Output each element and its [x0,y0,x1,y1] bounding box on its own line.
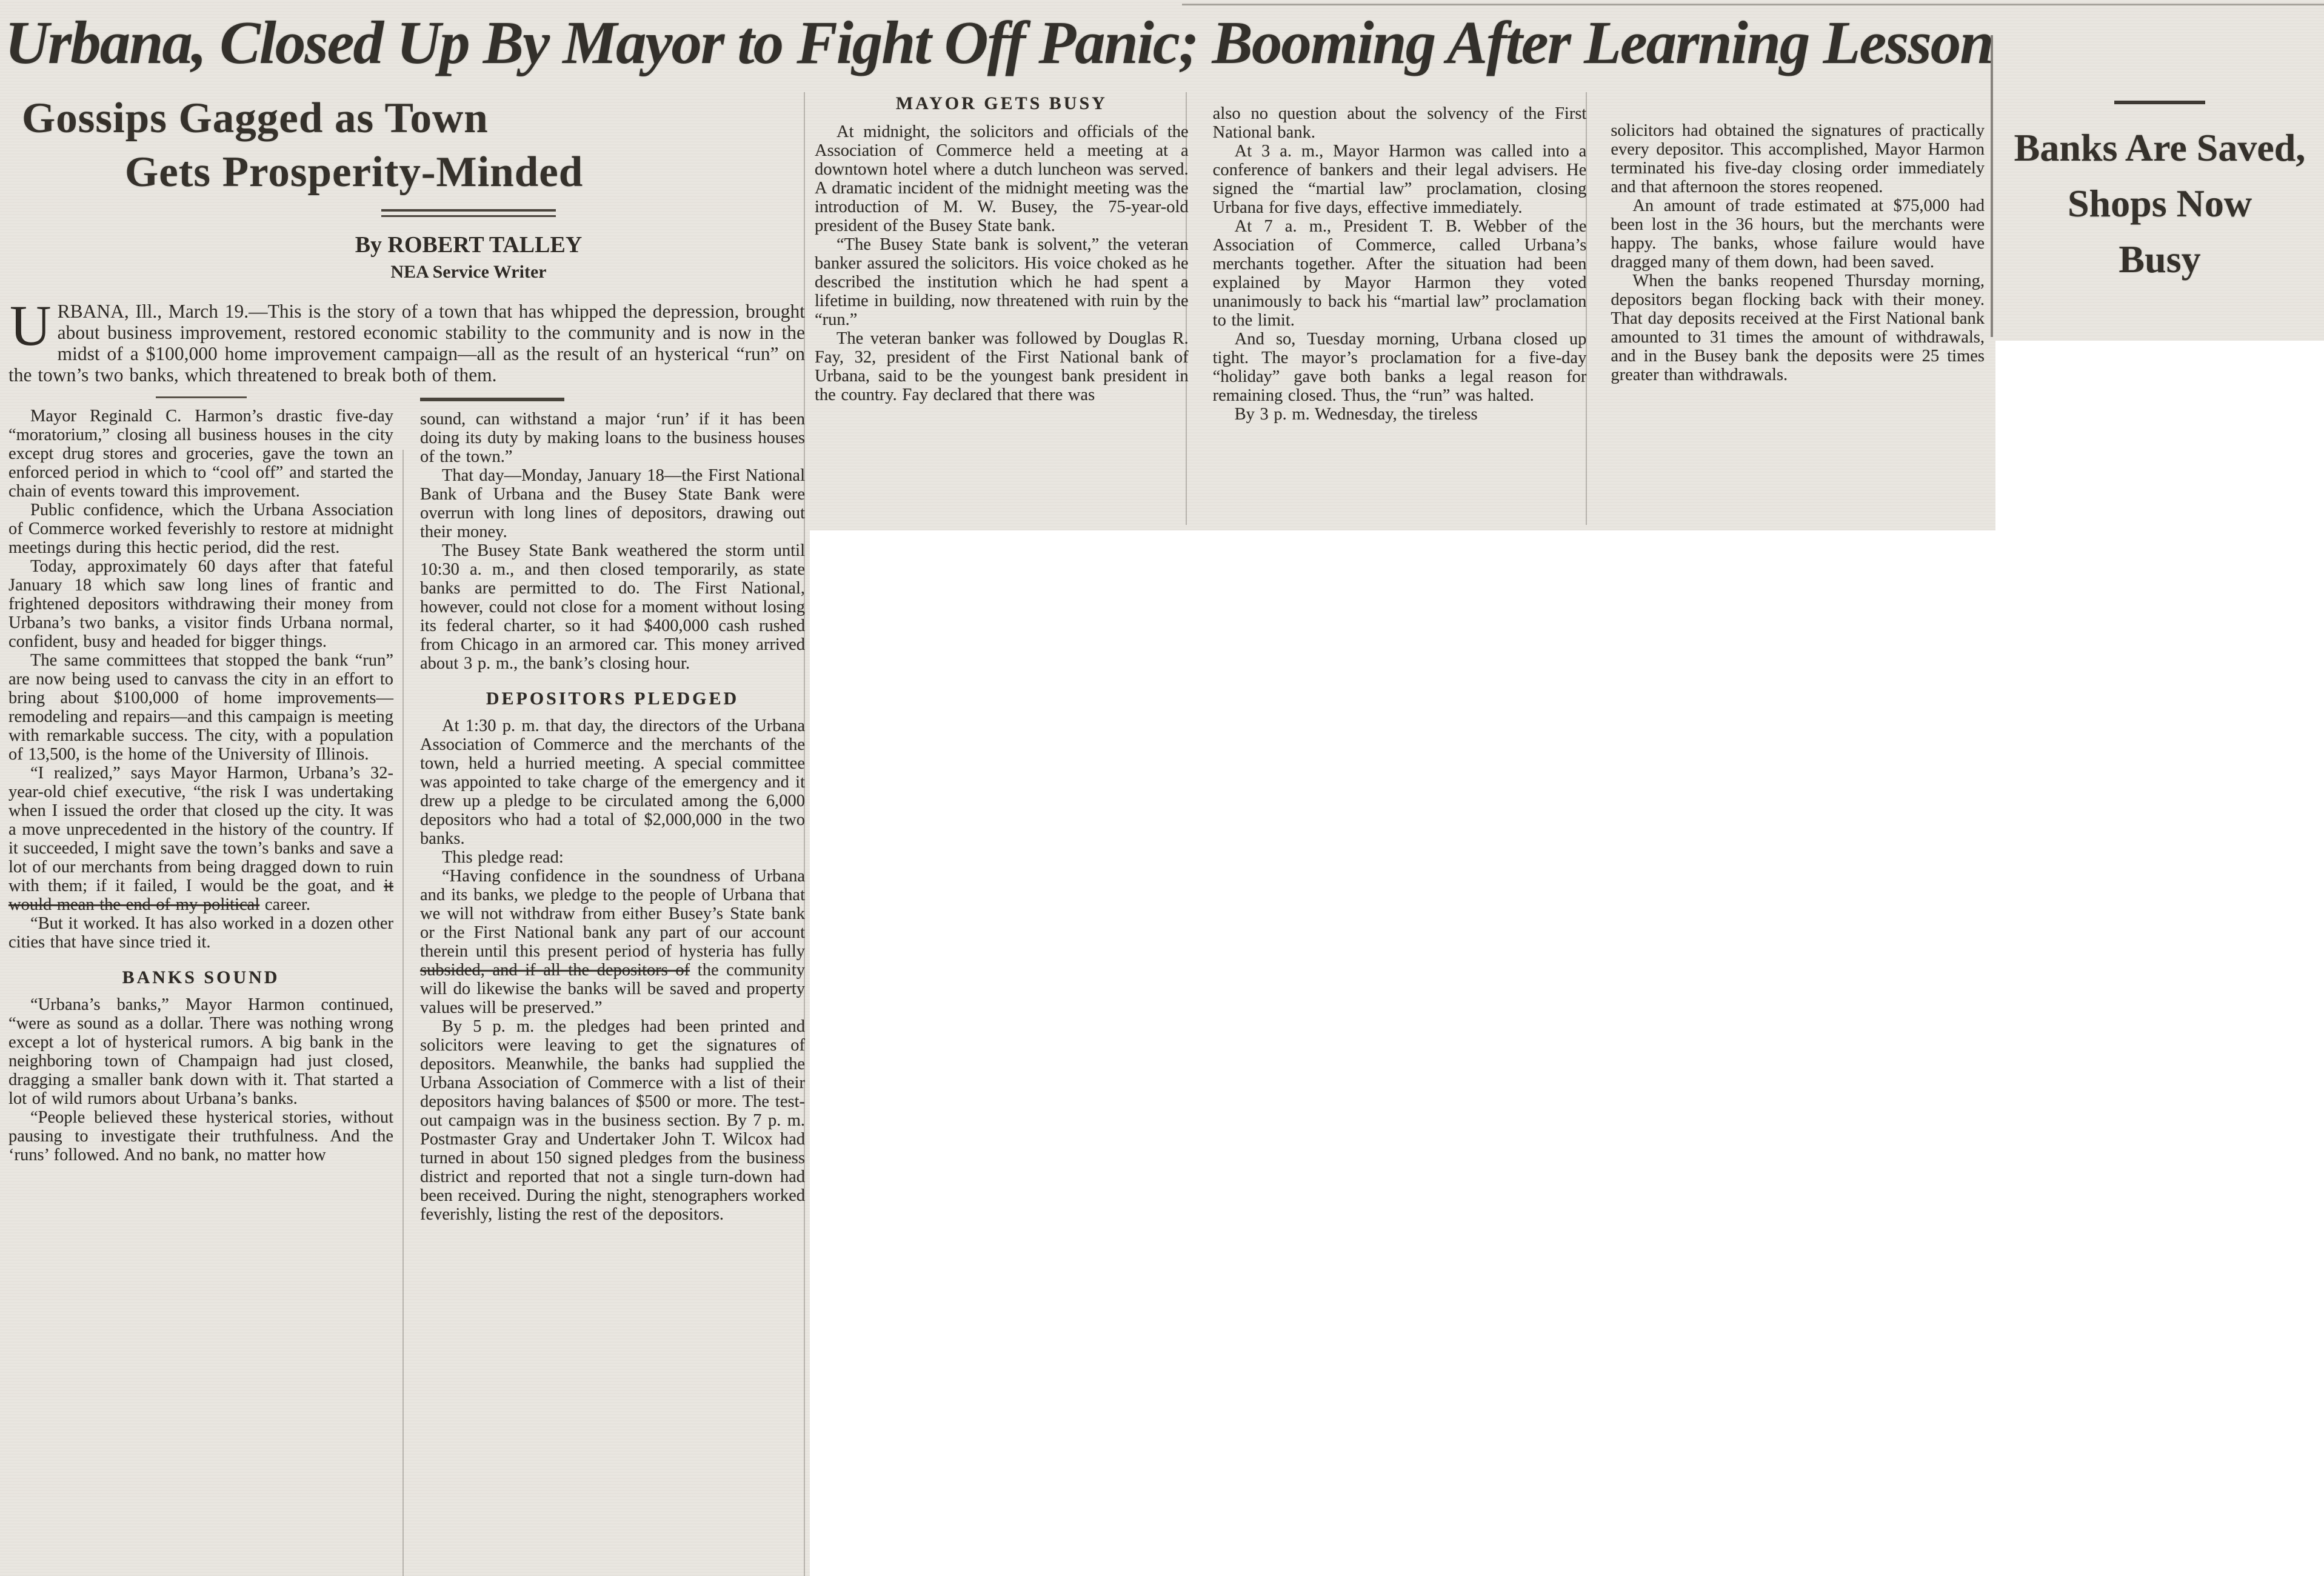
paragraph: “The Busey State bank is solvent,” the veteran banker assured the solicitors. His voice choked as he described the institution which he had spent a lifetime in building, now threatened with ruin by the “run.” [815,235,1189,329]
right-feature-block [1998,101,2322,287]
deck-headline-line2: Gets Prosperity-Minded [125,148,584,196]
right-headline-line3: Busy [2119,238,2201,281]
paragraph: sound, can withstand a major ‘run’ if it has been doing its duty by making loans to the business houses of the town.” [420,410,805,467]
paragraph: At 1:30 p. m. that day, the directors of the Urbana Association of Commerce and the merchants of the town, held a hurried meeting. A special committee was appointed to take charge of the emergency and it drew up a pledge to be circulated among the 6,000 depositors who had a total of $2,000,000 in the two banks. [420,716,805,849]
deck-divider-rule [381,209,556,217]
paragraph: solicitors had obtained the signatures of practically every depositor. This accomplished, Mayor Harmon terminated his five-day closing order immediately and that afternoon the stores reopened. [1611,121,1985,196]
column-4 [1213,92,1587,424]
column-1-top-rule [156,396,247,398]
pledge-text: “Having confidence in the soundness of Urbana and its banks, we pledge to the people of Urbana that we will not withdraw from either Busey’s State bank or the First National bank any part of our account therein until this present period of hysteria has fully [420,867,805,961]
paragraph: “Urbana’s banks,” Mayor Harmon continued, “were as sound as a dollar. There was nothing wrong except a lot of hysterical rumors. A big bank in the neighboring town of Champaign had just closed, dragging a smaller bank down with it. That started a lot of wild rumors about Urbana’s banks. [8,995,393,1109]
section-subhead-mayor-gets-busy: MAYOR GETS BUSY [895,93,1107,113]
struck-text: subsided, and if all the depositors of [420,961,690,980]
paragraph-mayor-quote [8,764,393,914]
paragraph: “People believed these hysterical stories, without pausing to investigate their truthfulness. And the ‘runs’ followed. And no bank, no matter how [8,1108,393,1165]
deck-footer [70,209,867,282]
lead-text: RBANA, Ill., March 19.—This is the story of a town that has whipped the depression, brought about business improvement, restored economic stability to the community and is now in the midst of a $100,000 home improvement campaign—all as the result of an hysterical “run” on the town’s two banks, which threatened to break both of them. [8,301,805,386]
main-headline: Urbana, Closed Up By Mayor to Fight Off Panic; Booming After Learning Lesson [5,8,1993,76]
paragraph: “But it worked. It has also worked in a dozen other cities that have since tried it. [8,914,393,952]
paragraph: The Busey State Bank weathered the storm until 10:30 a. m., and then closed temporarily, as state banks are permitted to do. The First National, however, could not close for a moment without losing its federal charter, so it had $400,000 cash rushed from Chicago in an armored car. This money arrived about 3 p. m., the bank’s closing hour. [420,541,805,673]
column-2 [420,396,805,1224]
scan-white-area [1995,341,2324,530]
left-feature-block [8,96,805,1224]
paragraph: That day—Monday, January 18—the First National Bank of Urbana and the Busey State Bank were overrun with long lines of depositors, drawing out their money. [420,466,805,542]
paragraph: An amount of trade estimated at $75,000 had been lost in the 36 hours, but the merchants were happy. The banks, whose failure would have dragged many of them down, had been saved. [1611,196,1985,272]
paragraph: The veteran banker was followed by Douglas R. Fay, 32, president of the First National bank of Urbana, said to be the youngest bank president in the country. Fay declared that there was [815,329,1189,404]
middle-columns-block [815,92,1985,424]
paragraph-pledge [420,867,805,1017]
left-two-columns [8,396,805,1224]
deck-headline-line1: Gossips Gagged as Town [22,95,489,142]
paragraph: When the banks reopened Thursday morning, depositors began flocking back with their money. That day deposits received at the First National bank amounted to 31 times the amount of withdrawals, and in the Busey bank the deposits were 25 times greater than withdrawals. [1611,272,1985,384]
column-2-top-rule [420,398,564,401]
drop-cap: U [10,293,52,358]
paragraph: By 3 p. m. Wednesday, the tireless [1234,405,1478,424]
paragraph: This pledge read: [442,848,564,867]
paragraph: At 3 a. m., Mayor Harmon was called into a conference of bankers and their legal advisers. He signed the “martial law” proclamation, closing Urbana for five days, effective immediately. [1212,142,1587,217]
column-1 [8,396,393,1224]
pledge-text: the community will do likewise the banks will be saved and property values will be preserved.” [420,961,806,1018]
section-subhead-banks-sound: BANKS SOUND [122,967,280,988]
paragraph: also no question about the solvency of the First National bank. [1212,104,1587,142]
section-subhead-depositors-pledged: DEPOSITORS PLEDGED [486,689,740,709]
paragraph: Public confidence, which the Urbana Association of Commerce worked feverishly to restore at midnight meetings during this hectic period, did the rest. [8,501,393,558]
paragraph: Mayor Reginald C. Harmon’s drastic five-day “moratorium,” closing all business houses in the city except drug stores and groceries, gave the town an enforced period in which to “cool off” and started the chain of events toward this improvement. [8,407,393,501]
lead-paragraph [8,293,805,386]
right-feature-top-rule [2114,101,2205,104]
right-headline-line2: Shops Now [2067,182,2252,225]
paragraph: And so, Tuesday morning, Urbana closed up tight. The mayor’s proclamation for a five-day “holiday” gave both banks a legal reason for remaining closed. Thus, the “run” was halted. [1212,330,1587,405]
byline: By ROBERT TALLEY [355,232,583,258]
struck-text: it would mean the end of my political [8,876,393,915]
quote-text: career. [259,895,310,915]
quote-text: “I realized,” says Mayor Harmon, Urbana’s 32-year-old chief executive, “the risk I was undertaking when I issued the order that closed up the city. It was a move unprecedented in the history of the country. If it succeeded, I might save the town’s banks and save a lot of our merchants from being dragged down to ruin with them; if it failed, I would be the goat, and [8,764,393,896]
top-edge-rule [1182,4,2324,5]
column-3 [815,92,1189,424]
column-5 [1611,92,1985,424]
paragraph: By 5 p. m. the pledges had been printed and solicitors were leaving to get the signatures of depositors. Meanwhile, the banks had supplied the Urbana Association of Commerce with a list of their depositors having balances of $500 or more. The test-out campaign was in the business section. By 7 p. m. Postmaster Gray and Undertaker John T. Wilcox had turned in about 150 signed pledges from the business district and reported that not a single turn-down had been received. During the night, stenographers worked feverishly, listing the rest of the depositors. [420,1017,805,1224]
paragraph: At midnight, the solicitors and officials of the Association of Commerce held a meeting at a downtown hotel where a dutch luncheon was served. A dramatic incident of the midnight meeting was the introduction of M. W. Busey, the 75-year-old president of the Busey State bank. [815,122,1189,235]
paragraph: At 7 a. m., President T. B. Webber of the Association of Commerce, called Urbana’s merchants together. After the situation had been explained by Mayor Harmon they voted unanimously to back his “martial law” proclamation to the limit. [1212,217,1587,330]
byline-organization: NEA Service Writer [390,262,547,282]
column-rule-5-right [1991,35,1993,337]
paragraph: The same committees that stopped the bank “run” are now being used to canvass the city in an effort to bring about $100,000 of home improvements—remodeling and repairs—and this campaign is meeting with remarkable success. The city, with a population of 13,500, is the home of the University of Illinois. [8,651,393,764]
right-headline-line1: Banks Are Saved, [2014,126,2306,169]
paragraph: Today, approximately 60 days after that fateful January 18 which saw long lines of frantic and frightened depositors withdrawing their money from Urbana’s two banks, a visitor finds Urbana normal, confident, busy and headed for bigger things. [8,557,393,652]
